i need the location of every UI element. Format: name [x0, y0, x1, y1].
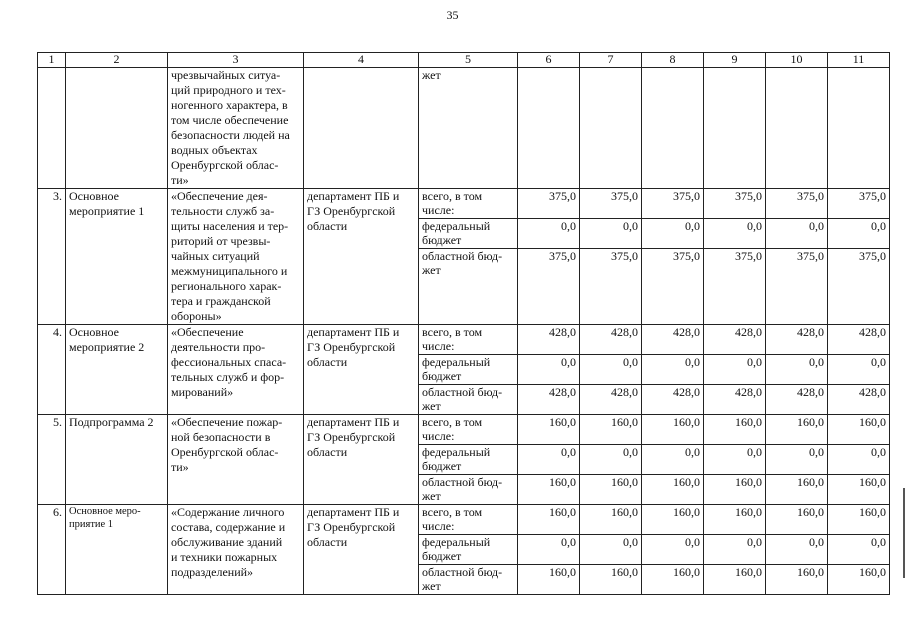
value-cell: 428,0 [704, 385, 766, 415]
value-cell: 0,0 [580, 355, 642, 385]
value-cell: 375,0 [580, 249, 642, 325]
column-header: 4 [304, 53, 419, 68]
value-cell: 428,0 [580, 325, 642, 355]
status-cell: Основное мероприятие 2 [66, 325, 168, 415]
value-cell: 160,0 [828, 505, 890, 535]
value-cell: 160,0 [518, 565, 580, 595]
budget-table [37, 52, 890, 595]
source-cell: областной бюд- жет [419, 565, 518, 595]
row-number: 6. [38, 505, 66, 595]
value-cell: 375,0 [642, 249, 704, 325]
column-header: 10 [766, 53, 828, 68]
value-cell: 160,0 [518, 505, 580, 535]
source-cell: всего, в том числе: [419, 505, 518, 535]
value-cell: 0,0 [642, 445, 704, 475]
source-cell: федеральный бюджет [419, 219, 518, 249]
column-header: 6 [518, 53, 580, 68]
value-cell: 0,0 [704, 219, 766, 249]
source-cell: жет [419, 68, 518, 189]
value-cell: 0,0 [580, 219, 642, 249]
row-number: 4. [38, 325, 66, 415]
value-cell: 375,0 [766, 189, 828, 219]
status-cell: Основное меро- приятие 1 [66, 505, 168, 595]
column-header: 11 [828, 53, 890, 68]
name-cell: «Обеспечение дея- тельности служб за- щиты населения и тер- риторий от чрезвы- чайных ситуаций межмуниципального и регионального харак- тера и гражданской обороны» [168, 189, 304, 325]
value-cell: 428,0 [518, 385, 580, 415]
value-cell: 0,0 [828, 535, 890, 565]
name-cell: «Обеспечение деятельности про- фессиональных спаса- тельных служб и фор- мирований» [168, 325, 304, 415]
row-number: 3. [38, 189, 66, 325]
value-cell: 0,0 [766, 445, 828, 475]
value-cell: 160,0 [766, 505, 828, 535]
value-cell: 0,0 [518, 219, 580, 249]
value-cell: 375,0 [518, 189, 580, 219]
value-cell: 0,0 [766, 219, 828, 249]
value-cell: 375,0 [766, 249, 828, 325]
value-cell [828, 68, 890, 189]
column-header: 8 [642, 53, 704, 68]
table-row [38, 325, 890, 355]
value-cell: 428,0 [642, 385, 704, 415]
value-cell: 375,0 [580, 189, 642, 219]
source-cell: федеральный бюджет [419, 535, 518, 565]
value-cell [580, 68, 642, 189]
source-cell: всего, в том числе: [419, 189, 518, 219]
value-cell: 160,0 [642, 475, 704, 505]
row-number: 5. [38, 415, 66, 505]
value-cell: 160,0 [704, 475, 766, 505]
table-row [38, 189, 890, 219]
name-cell: «Содержание личного состава, содержание и обслуживание зданий и техники пожарных подразделений» [168, 505, 304, 595]
column-header: 1 [38, 53, 66, 68]
value-cell: 160,0 [642, 415, 704, 445]
table-row [38, 415, 890, 445]
executor-cell: департамент ПБ и ГЗ Оренбургской области [304, 189, 419, 325]
value-cell: 428,0 [642, 325, 704, 355]
value-cell: 0,0 [642, 535, 704, 565]
value-cell: 0,0 [828, 219, 890, 249]
source-cell: федеральный бюджет [419, 445, 518, 475]
value-cell: 160,0 [766, 415, 828, 445]
value-cell: 0,0 [642, 355, 704, 385]
value-cell: 0,0 [518, 535, 580, 565]
value-cell: 428,0 [580, 385, 642, 415]
value-cell: 160,0 [642, 505, 704, 535]
value-cell: 0,0 [766, 355, 828, 385]
value-cell: 0,0 [580, 535, 642, 565]
value-cell: 0,0 [642, 219, 704, 249]
value-cell: 428,0 [518, 325, 580, 355]
value-cell: 375,0 [518, 249, 580, 325]
index-cell [38, 68, 66, 189]
value-cell: 160,0 [580, 475, 642, 505]
value-cell: 160,0 [580, 415, 642, 445]
source-cell: областной бюд- жет [419, 249, 518, 325]
value-cell: 160,0 [580, 565, 642, 595]
value-cell: 375,0 [704, 189, 766, 219]
value-cell: 428,0 [828, 325, 890, 355]
value-cell: 160,0 [704, 505, 766, 535]
value-cell: 160,0 [766, 565, 828, 595]
source-cell: областной бюд- жет [419, 385, 518, 415]
source-cell: всего, в том числе: [419, 325, 518, 355]
value-cell: 160,0 [580, 505, 642, 535]
column-header: 3 [168, 53, 304, 68]
executor-cell: департамент ПБ и ГЗ Оренбургской области [304, 325, 419, 415]
value-cell: 160,0 [642, 565, 704, 595]
value-cell [518, 68, 580, 189]
executor-cell: департамент ПБ и ГЗ Оренбургской области [304, 415, 419, 505]
value-cell [766, 68, 828, 189]
table-row [38, 505, 890, 535]
value-cell: 160,0 [518, 415, 580, 445]
value-cell: 0,0 [828, 445, 890, 475]
name-cell: «Обеспечение пожар- ной безопасности в Оренбургской облас- ти» [168, 415, 304, 505]
header-row [38, 53, 890, 68]
value-cell: 160,0 [828, 415, 890, 445]
value-cell [704, 68, 766, 189]
value-cell: 0,0 [704, 445, 766, 475]
value-cell: 160,0 [828, 565, 890, 595]
value-cell [642, 68, 704, 189]
value-cell: 160,0 [828, 475, 890, 505]
page-number: 35 [446, 8, 459, 22]
value-cell: 0,0 [704, 355, 766, 385]
source-cell: всего, в том числе: [419, 415, 518, 445]
value-cell: 428,0 [766, 385, 828, 415]
value-cell: 428,0 [704, 325, 766, 355]
value-cell: 428,0 [828, 385, 890, 415]
name-cell: чрезвычайных ситуа- ций природного и тех- ногенного характера, в том числе обеспечение безопасности людей на водных объектах Оренбургской облас- ти» [168, 68, 304, 189]
value-cell: 160,0 [518, 475, 580, 505]
source-cell: федеральный бюджет [419, 355, 518, 385]
value-cell: 375,0 [704, 249, 766, 325]
value-cell: 375,0 [828, 189, 890, 219]
value-cell: 0,0 [518, 445, 580, 475]
value-cell: 0,0 [766, 535, 828, 565]
value-cell: 0,0 [704, 535, 766, 565]
executor-cell: департамент ПБ и ГЗ Оренбургской области [304, 505, 419, 595]
status-cell: Основное мероприятие 1 [66, 189, 168, 325]
value-cell: 160,0 [704, 565, 766, 595]
source-cell: областной бюд- жет [419, 475, 518, 505]
executor-cell [304, 68, 419, 189]
column-header: 7 [580, 53, 642, 68]
value-cell: 428,0 [766, 325, 828, 355]
column-header: 2 [66, 53, 168, 68]
status-cell: Подпрограмма 2 [66, 415, 168, 505]
value-cell: 160,0 [704, 415, 766, 445]
column-header: 5 [419, 53, 518, 68]
column-header: 9 [704, 53, 766, 68]
value-cell: 0,0 [828, 355, 890, 385]
value-cell: 0,0 [580, 445, 642, 475]
value-cell: 0,0 [518, 355, 580, 385]
status-cell [66, 68, 168, 189]
continuation-row [38, 68, 890, 189]
value-cell: 160,0 [766, 475, 828, 505]
value-cell: 375,0 [642, 189, 704, 219]
value-cell: 375,0 [828, 249, 890, 325]
